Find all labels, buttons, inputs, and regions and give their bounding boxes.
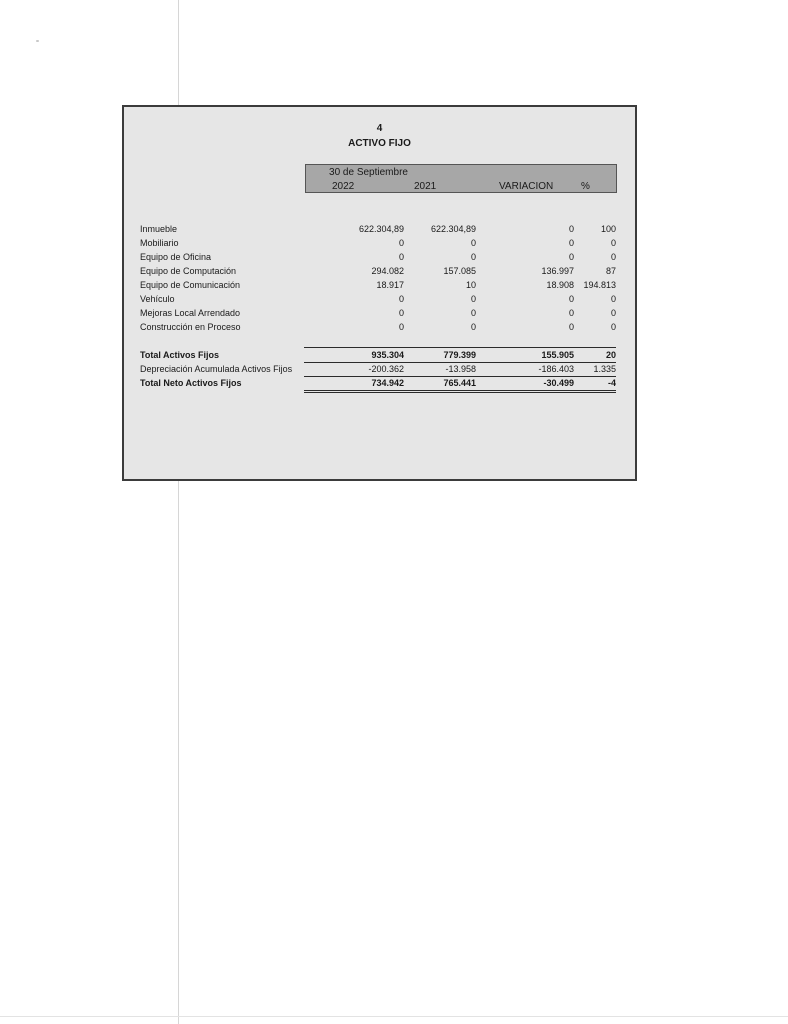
cell-2021: 0 xyxy=(470,294,476,304)
cell-pct: 0 xyxy=(610,252,616,262)
col-header-2022: 2022 xyxy=(332,181,355,192)
cell-variacion: 0 xyxy=(568,224,574,234)
row-label: Mobiliario xyxy=(140,238,179,248)
cell-pct: 0 xyxy=(610,238,616,248)
cell-2022: 0 xyxy=(398,294,404,304)
table-row xyxy=(140,265,616,278)
cell-2021: 0 xyxy=(470,252,476,262)
period-label: 30 de Septiembre xyxy=(329,167,408,178)
table-row xyxy=(140,237,616,250)
row-label: Total Activos Fijos xyxy=(140,350,220,360)
table-row xyxy=(140,293,616,306)
note-number: 4 xyxy=(376,123,383,134)
cell-variacion: 0 xyxy=(568,322,574,332)
col-header-2021: 2021 xyxy=(414,181,437,192)
table-row xyxy=(140,321,616,334)
cell-variacion: 136.997 xyxy=(541,266,574,276)
cell-pct: 87 xyxy=(605,266,616,276)
cell-2022: 0 xyxy=(398,308,404,318)
cell-pct: 194.813 xyxy=(583,280,616,290)
note-title: ACTIVO FIJO xyxy=(348,138,411,149)
cell-2021: 765.441 xyxy=(443,378,476,388)
table-row xyxy=(140,279,616,292)
cell-pct: 1.335 xyxy=(593,364,616,374)
totals-top-rule xyxy=(304,347,616,348)
scan-speck xyxy=(36,40,39,42)
cell-2021: -13.958 xyxy=(445,364,476,374)
row-label: Vehículo xyxy=(140,294,175,304)
cell-pct: -4 xyxy=(607,378,616,388)
cell-2022: 734.942 xyxy=(371,378,404,388)
cell-2022: 0 xyxy=(398,238,404,248)
cell-2022: 622.304,89 xyxy=(358,224,404,234)
cell-2021: 0 xyxy=(470,308,476,318)
cell-pct: 0 xyxy=(610,322,616,332)
col-header-variacion: VARIACION xyxy=(499,181,554,192)
cell-pct: 0 xyxy=(610,308,616,318)
row-label: Equipo de Comunicación xyxy=(140,280,241,290)
cell-variacion: 0 xyxy=(568,238,574,248)
cell-2022: 935.304 xyxy=(371,350,404,360)
row-label: Equipo de Oficina xyxy=(140,252,212,262)
page-bottom-edge xyxy=(0,1016,788,1017)
cell-2021: 622.304,89 xyxy=(430,224,476,234)
cell-pct: 100 xyxy=(600,224,616,234)
total-row xyxy=(140,363,616,376)
col-header-pct: % xyxy=(581,181,590,192)
cell-variacion: -30.499 xyxy=(543,378,574,388)
table-row xyxy=(140,223,616,236)
cell-variacion: -186.403 xyxy=(538,364,574,374)
cell-2021: 779.399 xyxy=(443,350,476,360)
cell-variacion: 18.908 xyxy=(546,280,574,290)
total-row xyxy=(140,377,616,390)
cell-pct: 20 xyxy=(605,350,616,360)
table-row xyxy=(140,307,616,320)
cell-2022: 18.917 xyxy=(376,280,404,290)
row-label: Construcción en Proceso xyxy=(140,322,241,332)
cell-2022: -200.362 xyxy=(368,364,404,374)
cell-2022: 0 xyxy=(398,322,404,332)
table-header xyxy=(305,164,617,193)
cell-pct: 0 xyxy=(610,294,616,304)
activo-fijo-panel xyxy=(122,105,637,481)
table-row xyxy=(140,251,616,264)
cell-2021: 10 xyxy=(465,280,476,290)
cell-variacion: 0 xyxy=(568,308,574,318)
row-label: Mejoras Local Arrendado xyxy=(140,308,241,318)
row-label: Inmueble xyxy=(140,224,178,234)
cell-2021: 157.085 xyxy=(443,266,476,276)
double-underline-bottom xyxy=(304,392,616,393)
cell-variacion: 155.905 xyxy=(541,350,574,360)
cell-2022: 0 xyxy=(398,252,404,262)
cell-variacion: 0 xyxy=(568,252,574,262)
double-underline-top xyxy=(304,390,616,391)
total-row xyxy=(140,349,616,362)
row-label: Equipo de Computación xyxy=(140,266,237,276)
row-label: Depreciación Acumulada Activos Fijos xyxy=(140,364,293,374)
cell-2022: 294.082 xyxy=(371,266,404,276)
cell-2021: 0 xyxy=(470,322,476,332)
cell-variacion: 0 xyxy=(568,294,574,304)
row-label: Total Neto Activos Fijos xyxy=(140,378,242,388)
cell-2021: 0 xyxy=(470,238,476,248)
